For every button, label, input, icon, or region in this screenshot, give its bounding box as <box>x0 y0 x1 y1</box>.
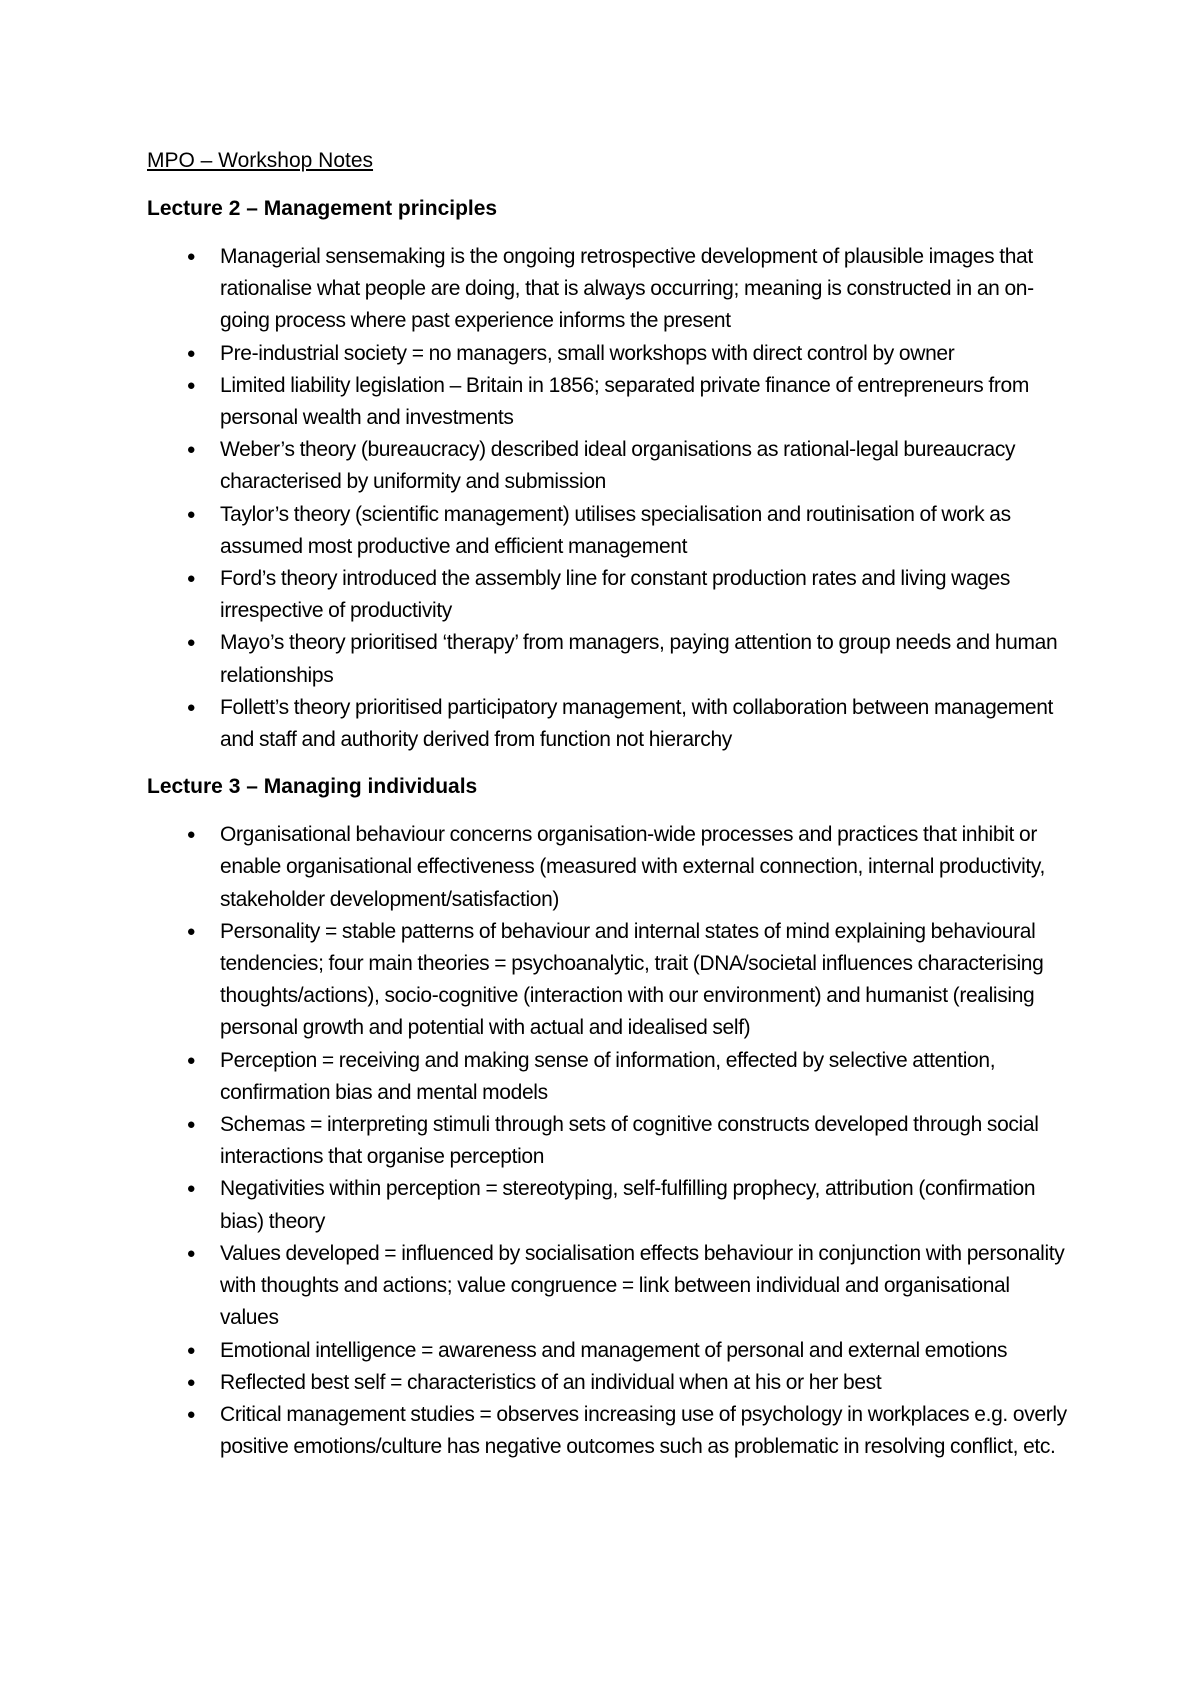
bullet-icon: ● <box>186 1180 196 1198</box>
list-item <box>147 1367 1067 1399</box>
list-item <box>147 916 1067 1045</box>
section-heading-lecture-2: Lecture 2 – Management principles <box>147 197 498 220</box>
bullet-icon: ● <box>186 248 196 265</box>
list-item-text: Managerial sensemaking is the ongoing retrospective development of plausible images that rationalise what people are doing, that is always occurring; meaning is constructed in an on-going process where past experience informs the present <box>220 245 1034 333</box>
list-item-text: Values developed = influenced by socialisation effects behaviour in conjunction with personality with thoughts and actions; value congruence = link between individual and organisational values <box>220 1241 1065 1330</box>
list-item <box>147 499 1067 563</box>
list-item-text: Pre-industrial society = no managers, small workshops with direct control by owner <box>220 341 955 365</box>
list-item <box>147 692 1067 756</box>
list-item-text: Perception = receiving and making sense of information, effected by selective attention, confirmation bias and mental models <box>220 1048 996 1104</box>
list-item-text: Follett’s theory prioritised participatory management, with collaboration between management and staff and authority derived from function not hierarchy <box>220 695 1054 752</box>
list-item-text: Limited liability legislation – Britain in 1856; separated private finance of entrepreneurs from personal wealth and investments <box>220 373 1030 430</box>
list-item-text: Weber’s theory (bureaucracy) described ideal organisations as rational-legal bureaucracy characterised by uniformity and submission <box>220 438 1016 494</box>
bullet-icon: ● <box>186 922 196 940</box>
bullet-list-lecture-3 <box>147 819 1067 1463</box>
list-item-text: Emotional intelligence = awareness and management of personal and external emotions <box>220 1338 1008 1362</box>
list-item <box>147 241 1067 338</box>
list-item-text: Mayo’s theory prioritised ‘therapy’ from managers, paying attention to group needs and human relationships <box>220 631 1058 687</box>
list-item-text: Personality = stable patterns of behaviour and internal states of mind explaining behavioural tendencies; four main theories = psychoanalytic, trait (DNA/societal influences characterising thoughts/actions), socio-cognitive (interaction with our environment) and humanist (realising personal growth and potential with actual and idealised self) <box>220 919 1044 1040</box>
bullet-icon: ● <box>186 1405 196 1423</box>
bullet-icon: ● <box>186 698 196 716</box>
bullet-icon: ● <box>186 570 196 588</box>
bullet-icon: ● <box>186 505 196 523</box>
bullet-icon: ● <box>186 1116 196 1134</box>
list-item <box>147 627 1067 691</box>
bullet-icon: ● <box>186 1051 196 1069</box>
bullet-list-lecture-2 <box>147 241 1067 756</box>
list-item <box>147 434 1067 498</box>
list-item <box>147 1335 1067 1367</box>
list-item-text: Reflected best self = characteristics of an individual when at his or her best <box>220 1370 882 1394</box>
list-item <box>147 338 1067 370</box>
bullet-icon: ● <box>186 826 196 844</box>
bullet-icon: ● <box>186 1341 196 1359</box>
list-item <box>147 1109 1067 1173</box>
list-item-text: Schemas = interpreting stimuli through sets of cognitive constructs developed through social interactions that organise perception <box>220 1113 1039 1169</box>
bullet-icon: ● <box>186 441 196 459</box>
bullet-icon: ● <box>186 1373 196 1391</box>
list-item <box>147 1238 1067 1335</box>
list-item-text: Critical management studies = observes increasing use of psychology in workplaces e.g. overly positive emotions/culture has negative outcomes such as problematic in resolving conflict, etc. <box>220 1402 1067 1459</box>
bullet-icon: ● <box>186 634 196 652</box>
list-item <box>147 1173 1067 1237</box>
bullet-icon: ● <box>186 376 196 394</box>
list-item <box>147 1045 1067 1109</box>
document-body <box>147 146 1067 1479</box>
list-item <box>147 563 1067 627</box>
bullet-icon: ● <box>186 344 196 362</box>
list-item <box>147 819 1067 916</box>
list-item <box>147 1399 1067 1463</box>
document-title: MPO – Workshop Notes <box>147 149 374 172</box>
section-heading-lecture-3: Lecture 3 – Managing individuals <box>147 775 478 799</box>
list-item <box>147 370 1067 434</box>
list-item-text: Taylor’s theory (scientific management) utilises specialisation and routinisation of work as assumed most productive and efficient management <box>220 502 1011 558</box>
list-item-text: Negativities within perception = stereotyping, self-fulfilling prophecy, attribution (confirmation bias) theory <box>220 1177 1036 1233</box>
list-item-text: Ford’s theory introduced the assembly line for constant production rates and living wages irrespective of productivity <box>220 567 1011 623</box>
list-item-text: Organisational behaviour concerns organisation-wide processes and practices that inhibit or enable organisational effectiveness (measured with external connection, internal productivity, stakeholder development/satisfaction) <box>220 823 1045 911</box>
bullet-icon: ● <box>186 1244 196 1262</box>
